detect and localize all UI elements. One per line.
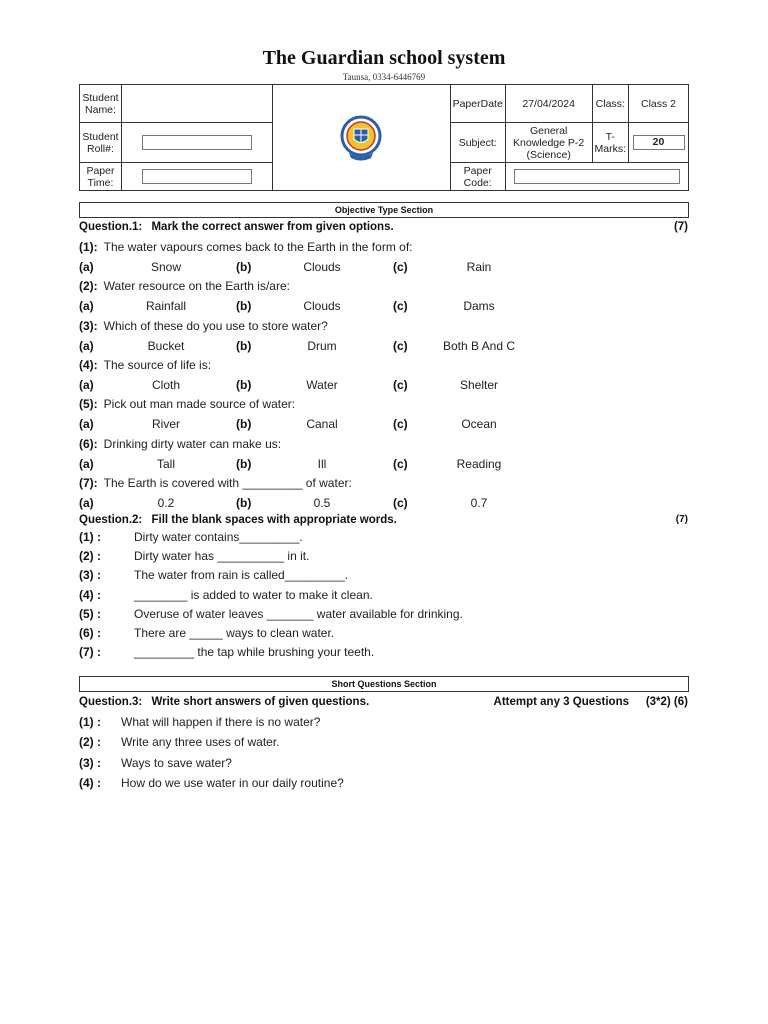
option-label: (b) — [236, 338, 252, 353]
student-name-field[interactable] — [121, 85, 272, 123]
blank-number: (4) : — [79, 587, 101, 602]
question-number: (4): — [79, 357, 98, 372]
question-1-heading — [79, 219, 689, 235]
short-question-number: (3) : — [79, 755, 101, 770]
option-label: (c) — [393, 299, 408, 314]
question-text: The source of life is: — [103, 357, 212, 372]
option-label: (a) — [79, 299, 94, 314]
school-logo — [273, 85, 451, 191]
option-label: (b) — [236, 417, 252, 432]
subject-label: Subject: — [450, 123, 505, 163]
question-text: Water resource on the Earth is/are: — [103, 279, 290, 294]
question-2-label: Question.2: — [79, 514, 143, 526]
question-text: The water vapours comes back to the Earth in the form of: — [103, 240, 413, 254]
option-label: (a) — [79, 338, 94, 353]
blank-sentence: _________ the tap while brushing your teeth. — [134, 645, 375, 660]
option-label: (b) — [236, 377, 252, 392]
blank-number: (7) : — [79, 645, 101, 660]
option-label: (c) — [393, 456, 408, 471]
blank-sentence: ________ is added to water to make it clean. — [134, 587, 373, 602]
option-value: Ocean — [461, 417, 497, 432]
option-value: Ill — [317, 456, 327, 471]
tmarks-value: 20 — [633, 135, 685, 150]
option-value: Clouds — [303, 299, 341, 314]
option-label: (a) — [79, 456, 94, 471]
student-roll-label: Student Roll#: — [80, 123, 122, 163]
question-3-text: Write short answers of given questions. — [151, 696, 370, 708]
question-1-item — [79, 436, 689, 452]
short-question-number: (1) : — [79, 715, 101, 729]
option-label: (c) — [393, 417, 408, 432]
short-section-bar: Short Questions Section — [79, 676, 689, 692]
option-value: Rainfall — [145, 299, 187, 314]
school-address: Taunsa, 0334-6446769 — [342, 72, 426, 82]
tmarks-label: T-Marks: — [592, 123, 629, 163]
option-label: (c) — [393, 495, 408, 510]
question-1-item — [79, 318, 689, 334]
short-question-text: Ways to save water? — [121, 755, 232, 770]
paper-date-value: 27/04/2024 — [505, 85, 592, 123]
option-label: (a) — [79, 417, 94, 432]
paper-time-input[interactable] — [142, 169, 252, 184]
blank-number: (3) : — [79, 568, 101, 583]
paper-code-cell — [505, 163, 688, 191]
option-value: Dams — [463, 299, 495, 314]
option-label: (b) — [236, 456, 252, 471]
short-question-text: Write any three uses of water. — [121, 735, 280, 750]
question-1-item — [79, 475, 689, 491]
option-value: 0.5 — [313, 495, 331, 510]
short-question-number: (2) : — [79, 735, 101, 750]
blank-sentence: Dirty water contains_________. — [134, 530, 303, 544]
class-value: Class 2 — [629, 85, 689, 123]
option-value: 0.2 — [157, 495, 175, 510]
student-roll-cell — [121, 123, 272, 163]
blank-number: (5) : — [79, 606, 101, 621]
class-label: Class: — [592, 85, 629, 123]
question-number: (5): — [79, 397, 98, 412]
paper-time-cell — [121, 163, 272, 191]
student-name-label: Student Name: — [80, 85, 122, 123]
option-label: (b) — [236, 299, 252, 314]
question-1-item — [79, 278, 689, 294]
question-text: Pick out man made source of water: — [103, 397, 296, 412]
blank-number: (6) : — [79, 626, 101, 640]
option-value: Canal — [306, 417, 338, 432]
blank-sentence: Dirty water has __________ in it. — [134, 549, 310, 564]
option-value: Tall — [156, 456, 175, 471]
question-3-marks: (3*2) (6) — [645, 696, 688, 708]
question-2-text: Fill the blank spaces with appropriate words. — [151, 514, 397, 526]
short-question-text: What will happen if there is no water? — [121, 715, 321, 729]
blank-number: (2) : — [79, 549, 101, 564]
short-question-number: (4) : — [79, 775, 101, 790]
question-number: (2): — [79, 279, 98, 294]
option-value: Drum — [307, 338, 337, 353]
question-2-heading — [79, 512, 689, 528]
question-1-item — [79, 396, 689, 412]
paper-code-label: Paper Code: — [450, 163, 505, 191]
question-text: Which of these do you use to store water? — [103, 318, 328, 333]
blank-sentence: There are _____ ways to clean water. — [134, 626, 335, 640]
short-question-text: How do we use water in our daily routine? — [121, 775, 344, 790]
question-1-label: Question.1: — [79, 221, 143, 233]
option-label: (a) — [79, 495, 94, 510]
option-value: Rain — [466, 260, 492, 274]
question-3-heading — [79, 694, 689, 710]
option-value: Reading — [456, 456, 502, 471]
option-value: River — [151, 417, 180, 432]
paper-date-label: PaperDate — [450, 85, 505, 123]
school-crest-icon — [339, 112, 383, 164]
question-text: Drinking dirty water can make us: — [103, 436, 282, 451]
question-number: (7): — [79, 475, 98, 490]
school-title: The Guardian school system — [262, 47, 506, 69]
option-label: (c) — [393, 338, 408, 353]
student-roll-input[interactable] — [142, 135, 252, 150]
question-text: The Earth is covered with _________ of water: — [103, 475, 352, 490]
paper-time-label: Paper Time: — [80, 163, 122, 191]
paper-header-table — [79, 84, 689, 191]
option-label: (c) — [393, 260, 408, 274]
option-value: Clouds — [303, 260, 341, 274]
question-3-label: Question.3: — [79, 696, 143, 708]
subject-value: General Knowledge P-2 (Science) — [505, 123, 592, 163]
option-value: Both B And C — [442, 338, 516, 353]
option-value: Bucket — [147, 338, 185, 353]
question-1-item — [79, 357, 689, 373]
blank-sentence: The water from rain is called_________. — [134, 568, 349, 583]
option-value: 0.7 — [470, 495, 488, 510]
question-1-item — [79, 239, 689, 255]
option-label: (c) — [393, 377, 408, 392]
option-label: (a) — [79, 260, 94, 274]
question-1-text: Mark the correct answer from given options. — [151, 221, 394, 233]
option-label: (a) — [79, 377, 94, 392]
tmarks-cell — [629, 123, 689, 163]
paper-code-input[interactable] — [514, 169, 680, 184]
question-2-marks: (7) — [675, 514, 688, 525]
blank-number: (1) : — [79, 530, 101, 544]
question-number: (3): — [79, 318, 98, 333]
option-label: (b) — [236, 260, 252, 274]
option-value: Shelter — [459, 377, 499, 392]
question-1-marks: (7) — [673, 221, 688, 233]
question-number: (6): — [79, 436, 98, 451]
question-3-attempt: Attempt any 3 Questions — [493, 696, 629, 708]
option-value: Cloth — [151, 377, 180, 392]
option-value: Water — [306, 377, 338, 392]
question-number: (1): — [79, 240, 98, 254]
objective-section-bar: Objective Type Section — [79, 202, 689, 218]
option-value: Snow — [150, 260, 182, 274]
blank-sentence: Overuse of water leaves _______ water available for drinking. — [134, 606, 463, 621]
option-label: (b) — [236, 495, 252, 510]
